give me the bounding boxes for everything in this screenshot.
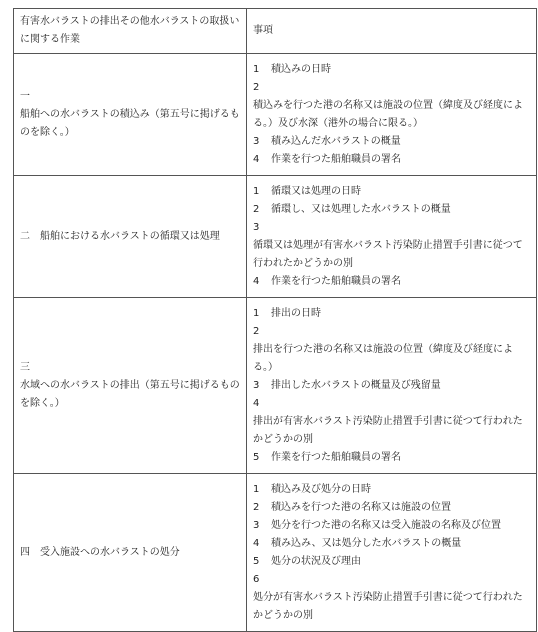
item-number: 1 bbox=[253, 308, 260, 319]
item-line bbox=[253, 499, 530, 517]
operation-text: 水域への水バラストの排出（第五号に掲げるものを除く。） bbox=[20, 380, 240, 409]
items-cell bbox=[247, 298, 537, 474]
item-text: 積込みの日時 bbox=[271, 64, 331, 75]
item-number: 4 bbox=[253, 538, 260, 549]
item-number: 1 bbox=[253, 64, 260, 75]
item-text: 処分を行つた港の名称又は受入施設の名称及び位置 bbox=[271, 520, 501, 531]
table-row bbox=[14, 474, 537, 632]
item-text: 作業を行つた船舶職員の署名 bbox=[271, 452, 401, 463]
item-text: 排出した水バラストの概量及び残留量 bbox=[271, 380, 441, 391]
header-items-cell bbox=[247, 9, 537, 54]
table-row bbox=[14, 176, 537, 298]
item-text: 積込みを行つた港の名称又は施設の位置（緯度及び経度による。）及び水深（港外の場合に限る。） bbox=[253, 100, 523, 129]
item-line bbox=[253, 201, 530, 219]
operation-text: 船舶への水バラストの積込み（第五号に掲げるものを除く。） bbox=[20, 109, 240, 138]
item-text: 循環又は処理の日時 bbox=[271, 186, 361, 197]
table-row bbox=[14, 54, 537, 176]
item-line bbox=[253, 79, 530, 97]
item-text: 処分の状況及び理由 bbox=[271, 556, 361, 567]
item-number: 3 bbox=[253, 222, 260, 233]
item-text: 循環し、又は処理した水バラストの概量 bbox=[271, 204, 451, 215]
item-number: 3 bbox=[253, 136, 260, 147]
operation-number: 三 bbox=[20, 362, 30, 373]
operation-text: 四 受入施設への水バラストの処分 bbox=[20, 547, 180, 558]
item-line bbox=[253, 323, 530, 341]
item-number: 6 bbox=[253, 574, 260, 585]
operation-text: 二 船舶における水バラストの循環又は処理 bbox=[20, 231, 220, 242]
item-line bbox=[253, 151, 530, 169]
table-row bbox=[14, 298, 537, 474]
operation-number: 一 bbox=[20, 91, 30, 102]
item-text: 作業を行つた船舶職員の署名 bbox=[271, 154, 401, 165]
item-number: 1 bbox=[253, 186, 260, 197]
item-number: 5 bbox=[253, 452, 260, 463]
header-row bbox=[14, 9, 537, 54]
item-number: 3 bbox=[253, 380, 260, 391]
item-line bbox=[253, 219, 530, 237]
item-line bbox=[253, 133, 530, 151]
item-number: 1 bbox=[253, 484, 260, 495]
header-operation-cell bbox=[14, 9, 247, 54]
item-line bbox=[253, 517, 530, 535]
item-number: 4 bbox=[253, 154, 260, 165]
item-line bbox=[253, 305, 530, 323]
item-number: 2 bbox=[253, 82, 260, 93]
item-line bbox=[253, 395, 530, 413]
ballast-operations-table bbox=[13, 8, 537, 632]
item-number: 5 bbox=[253, 556, 260, 567]
item-text: 積み込んだ水バラストの概量 bbox=[271, 136, 401, 147]
item-line bbox=[253, 449, 530, 467]
item-line bbox=[253, 535, 530, 553]
item-line bbox=[253, 377, 530, 395]
item-line bbox=[253, 273, 530, 291]
item-text: 排出を行つた港の名称又は施設の位置（緯度及び経度による。） bbox=[253, 344, 513, 373]
operation-cell bbox=[14, 54, 247, 176]
header-operation-label: 有害水バラストの排出その他水バラストの取扱いに関する作業 bbox=[20, 16, 240, 45]
item-text: 処分が有害水バラスト汚染防止措置手引書に従つて行われたかどうかの別 bbox=[253, 592, 523, 621]
items-cell bbox=[247, 176, 537, 298]
item-text: 積み込み、又は処分した水バラストの概量 bbox=[271, 538, 462, 549]
header-items-label: 事項 bbox=[253, 25, 273, 36]
item-number: 4 bbox=[253, 276, 260, 287]
items-cell bbox=[247, 474, 537, 632]
item-line bbox=[253, 61, 530, 79]
item-line bbox=[253, 571, 530, 589]
item-text: 循環又は処理が有害水バラスト汚染防止措置手引書に従つて行われたかどうかの別 bbox=[253, 240, 523, 269]
operation-cell bbox=[14, 474, 247, 632]
item-line bbox=[253, 183, 530, 201]
item-number: 3 bbox=[253, 520, 260, 531]
item-text: 積込みを行つた港の名称又は施設の位置 bbox=[271, 502, 451, 513]
item-line bbox=[253, 481, 530, 499]
item-text: 作業を行つた船舶職員の署名 bbox=[271, 276, 401, 287]
item-text: 排出が有害水バラスト汚染防止措置手引書に従つて行われたかどうかの別 bbox=[253, 416, 523, 445]
operation-cell bbox=[14, 298, 247, 474]
items-cell bbox=[247, 54, 537, 176]
item-text: 積込み及び処分の日時 bbox=[271, 484, 371, 495]
item-number: 2 bbox=[253, 502, 260, 513]
item-number: 2 bbox=[253, 326, 260, 337]
item-number: 4 bbox=[253, 398, 260, 409]
item-number: 2 bbox=[253, 204, 260, 215]
item-line bbox=[253, 553, 530, 571]
operation-cell bbox=[14, 176, 247, 298]
item-text: 排出の日時 bbox=[271, 308, 321, 319]
